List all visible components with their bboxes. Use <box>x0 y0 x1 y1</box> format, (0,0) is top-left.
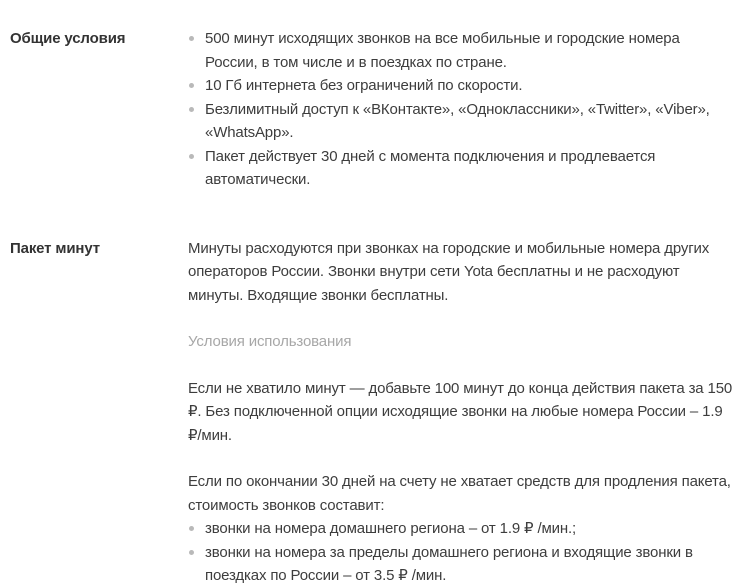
list-item: 500 минут исходящих звонков на все мобильные и городские номера России, в том числе и в поездках по стране. <box>188 27 733 74</box>
list-item: звонки на номера за пределы домашнего региона и входящие звонки в поездках по России – от 3.5 ₽ /мин. <box>188 541 733 586</box>
minutes-usage-paragraph: Минуты расходуются при звонках на городские и мобильные номера других операторов России. Звонки внутри сети Yota бесплатны и не расходуют минуты. Входящие звонки бесплатны. <box>188 239 710 304</box>
general-conditions-label: Общие условия <box>10 30 126 47</box>
general-conditions-list <box>188 27 733 192</box>
usage-terms-subheading: Условия использования <box>188 333 352 350</box>
list-item: Пакет действует 30 дней с момента подключения и продлевается автоматически. <box>188 145 733 192</box>
minutes-package-content <box>188 237 733 586</box>
renewal-shortage-paragraph: Если по окончании 30 дней на счету не хватает средств для продления пакета, стоимость звонков составит: <box>188 473 731 514</box>
list-item: звонки на номера домашнего региона – от 1.9 ₽ /мин.; <box>188 517 733 541</box>
section-general-conditions <box>10 27 735 192</box>
add-minutes-paragraph: Если не хватило минут — добавьте 100 минут до конца действия пакета за 150 ₽. Без подключенной опции исходящие звонки на любые номера России – 1.9 ₽/мин. <box>188 379 733 444</box>
general-conditions-content <box>188 27 733 192</box>
minutes-package-label: Пакет минут <box>10 239 100 257</box>
section-minutes-package <box>10 237 735 586</box>
call-rates-list <box>188 517 733 586</box>
list-item: 10 Гб интернета без ограничений по скорости. <box>188 74 733 98</box>
list-item: Безлимитный доступ к «ВКонтакте», «Одноклассники», «Twitter», «Viber», «WhatsApp». <box>188 98 733 145</box>
